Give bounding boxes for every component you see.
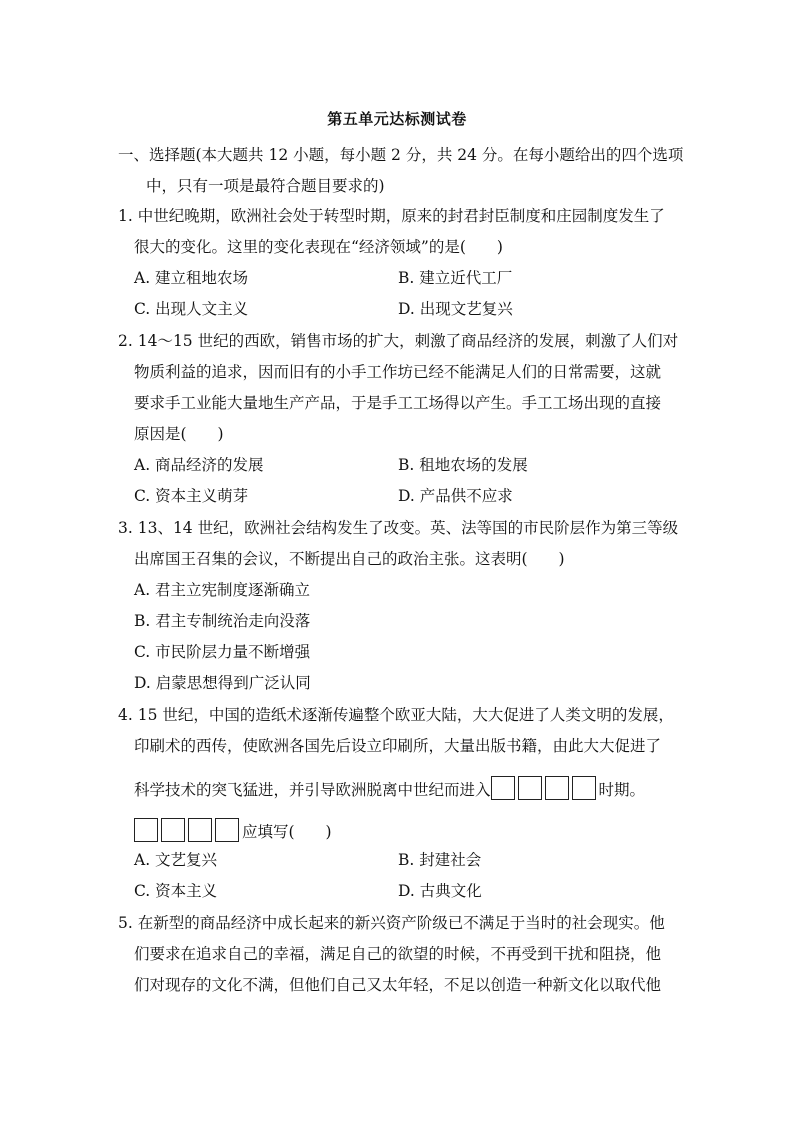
blank-box (491, 776, 515, 800)
question-2-line-3: 要求手工业能大量地生产产品，于是手工工场得以产生。手工工场出现的直接 (134, 394, 662, 412)
question-1-line-2: 很大的变化。这里的变化表现在“经济领域”的是( ) (134, 238, 503, 256)
question-5-line-2: 们要求在追求自己的幸福，满足自己的欲望的时候，不再受到干扰和阻挠，他 (134, 945, 662, 963)
question-1-option-d: D. 出现文艺复兴 (398, 300, 513, 318)
question-4-line-4 (134, 818, 332, 842)
question-2-option-d: D. 产品供不应求 (398, 487, 513, 505)
question-1-line-1: 1. 中世纪晚期，欧洲社会处于转型时期，原来的封君封臣制度和庄园制度发生了 (118, 207, 665, 225)
blank-box (134, 818, 158, 842)
section-instruction-line-1: 一、选择题(本大题共 12 小题，每小题 2 分，共 24 分。在每小题给出的四个选项 (118, 146, 684, 164)
question-3-option-c: C. 市民阶层力量不断增强 (134, 643, 311, 661)
question-4-line-3-before-blank: 科学技术的突飞猛进，并引导欧洲脱离中世纪而进入 (134, 781, 491, 799)
question-2-option-a: A. 商品经济的发展 (134, 456, 264, 474)
question-3-option-b: B. 君主专制统治走向没落 (134, 612, 311, 630)
question-3-line-1: 3. 13、14 世纪，欧洲社会结构发生了改变。英、法等国的市民阶层作为第三等级 (118, 519, 679, 537)
question-4-line-3-after-blank: 时期。 (598, 781, 646, 799)
question-1-option-b: B. 建立近代工厂 (398, 269, 513, 287)
question-5-line-1: 5. 在新型的商品经济中成长起来的新兴资产阶级已不满足于当时的社会现实。他 (118, 914, 665, 932)
question-2-line-4: 原因是( ) (134, 425, 224, 443)
question-4-option-d: D. 古典文化 (398, 882, 482, 900)
question-2-line-2: 物质利益的追求，因而旧有的小手工作坊已经不能满足人们的日常需要，这就 (134, 363, 662, 381)
blank-box (518, 776, 542, 800)
question-1-option-c: C. 出现人文主义 (134, 300, 249, 318)
question-4-option-b: B. 封建社会 (398, 851, 482, 869)
blank-box (161, 818, 185, 842)
question-2-line-1: 2. 14～15 世纪的西欧，销售市场的扩大，刺激了商品经济的发展，刺激了人们对 (118, 332, 679, 350)
page-title: 第五单元达标测试卷 (327, 110, 467, 128)
blank-box (545, 776, 569, 800)
answer-blank-boxes (134, 818, 242, 842)
question-4-option-c: C. 资本主义 (134, 882, 218, 900)
question-4-line-1: 4. 15 世纪，中国的造纸术逐渐传遍整个欧亚大陆，大大促进了人类文明的发展， (118, 706, 674, 724)
question-3-option-a: A. 君主立宪制度逐渐确立 (134, 581, 311, 599)
section-instruction-line-2: 中，只有一项是最符合题目要求的) (146, 177, 385, 195)
question-5-line-3: 们对现存的文化不满，但他们自己又太年轻，不足以创造一种新文化以取代他 (134, 976, 662, 994)
question-4-line-2: 印刷术的西传，使欧洲各国先后设立印刷所，大量出版书籍，由此大大促进了 (134, 737, 662, 755)
blank-box (215, 818, 239, 842)
answer-blank-boxes (491, 776, 599, 800)
question-3-line-2: 出席国王召集的会议，不断提出自己的政治主张。这表明( ) (134, 550, 565, 568)
question-4-line-4-text: 应填写( ) (242, 823, 332, 841)
question-2-option-c: C. 资本主义萌芽 (134, 487, 249, 505)
question-4-line-3 (134, 776, 645, 800)
question-3-option-d: D. 启蒙思想得到广泛认同 (134, 674, 311, 692)
question-2-option-b: B. 租地农场的发展 (398, 456, 528, 474)
blank-box (572, 776, 596, 800)
blank-box (188, 818, 212, 842)
question-1-option-a: A. 建立租地农场 (134, 269, 249, 287)
question-4-option-a: A. 文艺复兴 (134, 851, 218, 869)
